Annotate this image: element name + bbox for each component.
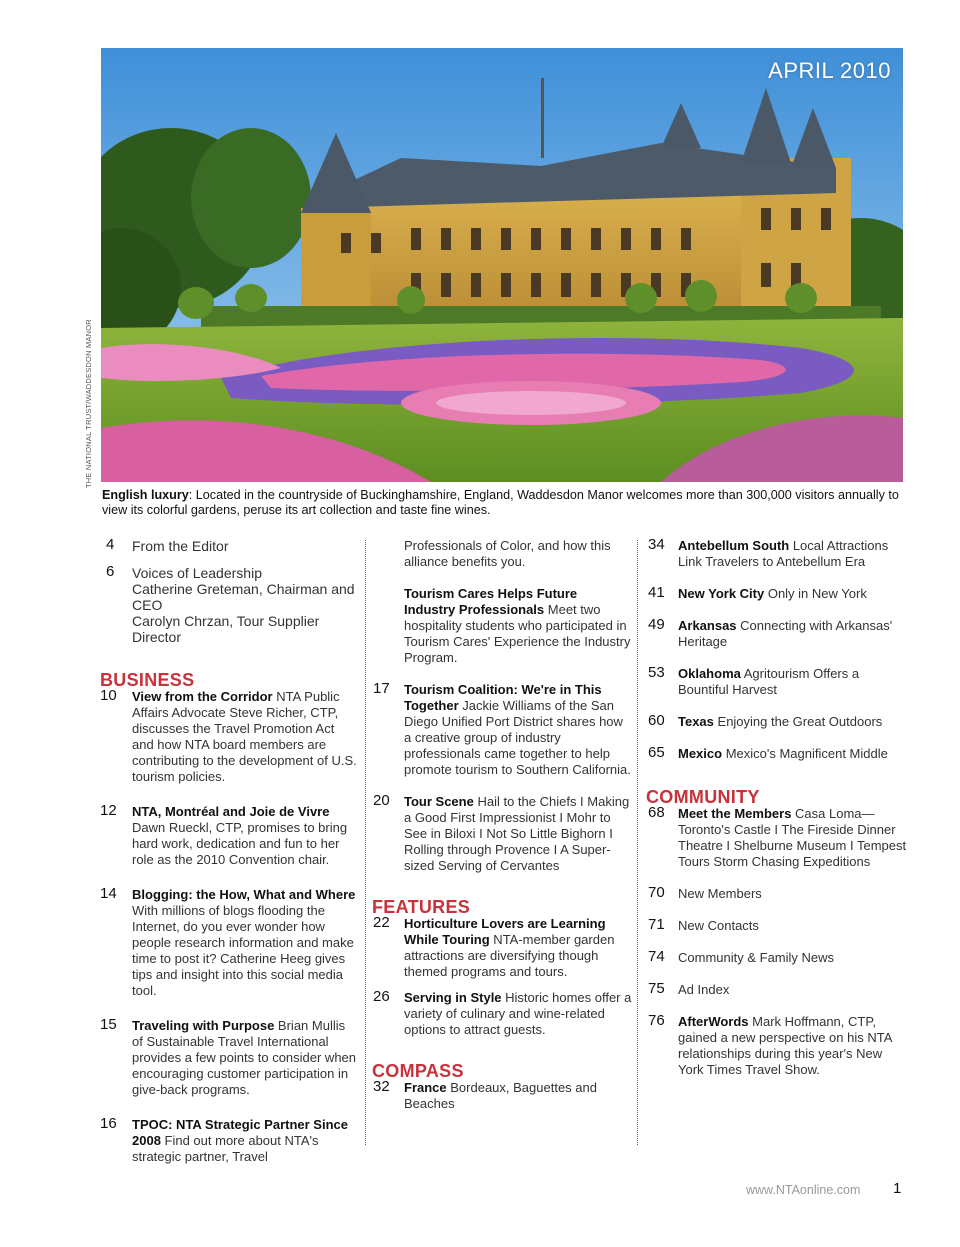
page-number: 26 (373, 988, 390, 1005)
toc-entry[interactable] (372, 1080, 632, 1112)
toc-entry[interactable] (372, 586, 632, 666)
entry-desc: NTA Public Affairs Advocate Steve Richer, CTP, discusses the Travel Promotion Act and how NTA board members are contributing to the development of U.S. tourism policies. (132, 689, 357, 784)
entry-desc: Find out more about NTA's strategic partner, Travel (132, 1133, 319, 1164)
toc-entry[interactable] (646, 586, 910, 602)
entry-desc: Connecting with Arkansas' Heritage (678, 618, 893, 649)
entry-desc: With millions of blogs flooding the Internet, do you ever wonder how people research information and make time to post it? Catherine Heeg gives tips and insight into this social media tool. (132, 903, 354, 998)
section-heading-community: COMMUNITY (646, 787, 760, 807)
toc-entry[interactable] (646, 618, 910, 650)
entry-line: Carolyn Chrzan, Tour Supplier Director (132, 613, 320, 645)
toc-entry[interactable] (372, 916, 632, 980)
entry-title: AfterWords (678, 1014, 749, 1029)
photo-credit: THE NATIONAL TRUST/WADDESDON MANOR (84, 319, 93, 488)
toc-entry[interactable] (646, 886, 910, 902)
section-heading-business: BUSINESS (100, 670, 195, 690)
page-number: 71 (648, 916, 665, 933)
entry-title: Traveling with Purpose (132, 1018, 275, 1033)
toc-entry[interactable] (100, 1018, 358, 1098)
entry-desc: Agritourism Offers a Bountiful Harvest (678, 666, 860, 697)
page-number: 60 (648, 712, 665, 729)
entry-desc: Only in New York (764, 586, 867, 601)
toc-entry[interactable] (646, 746, 910, 762)
entry-title: Serving in Style (404, 990, 502, 1005)
page-number: 65 (648, 744, 665, 761)
toc-entry[interactable] (372, 990, 632, 1038)
toc-entry[interactable] (100, 887, 358, 999)
page-number: 74 (648, 948, 665, 965)
toc-entry[interactable] (646, 666, 910, 698)
toc-entry[interactable] (372, 682, 632, 778)
page-number: 75 (648, 980, 665, 997)
toc-entry[interactable] (100, 804, 358, 868)
page-number: 41 (648, 584, 665, 601)
entry-title: From the Editor (132, 538, 229, 554)
entry-title: Tourism Coalition: We're in This Together (404, 682, 602, 713)
page-number: 76 (648, 1012, 665, 1029)
entry-desc: Hail to the Chiefs I Making a Good First Impressionist I Mohr to See in Biloxi I Not So Little Bighorn I Rolling through Provence I A Super-sized Serving of Cervantes (404, 794, 630, 873)
page-number: 17 (373, 680, 390, 697)
entry-desc: Jackie Williams of the San Diego Unified Port District shares how a creative group of industry professionals came together to help promote tourism to Southern California. (404, 698, 631, 777)
toc-entry-continued[interactable] (372, 538, 632, 570)
caption-text: : Located in the countryside of Buckinghamshire, England, Waddesdon Manor welcomes more than 300,000 visitors annually to view its colorful gardens, peruse its art collection and taste fine wines. (102, 488, 899, 517)
entry-desc: Mark Hoffmann, CTP, gained a new perspective on his NTA relationships during this year's New York Times Travel Show. (678, 1014, 892, 1077)
page-number: 53 (648, 664, 665, 681)
entry-desc: Casa Loma—Toronto's Castle I The Fireside Dinner Theatre I Shelburne Museum I Tempest Tours Storm Chasing Expeditions (678, 806, 907, 869)
footer-url[interactable]: www.NTAonline.com (746, 1183, 861, 1197)
toc-entry[interactable] (646, 950, 910, 966)
page-number: 68 (648, 804, 665, 821)
toc-entry[interactable] (100, 1117, 358, 1165)
entry-title: Blogging: the How, What and Where (132, 887, 356, 902)
entry-title: Arkansas (678, 618, 737, 633)
page-number: 15 (100, 1016, 117, 1033)
entry-title: France (404, 1080, 447, 1095)
issue-date: APRIL 2010 (768, 58, 891, 83)
entry-title: Meet the Members (678, 806, 792, 821)
entry-title: TPOC: NTA Strategic Partner Since 2008 (132, 1117, 348, 1148)
toc-entry[interactable] (646, 982, 910, 998)
page-number: 16 (100, 1115, 117, 1132)
page-number: 70 (648, 884, 665, 901)
entry-title: Tourism Cares Helps Future Industry Professionals (404, 586, 578, 617)
toc-entry[interactable] (646, 714, 910, 730)
page-number: 12 (100, 802, 117, 819)
page-number: 20 (373, 792, 390, 809)
page-number: 32 (373, 1078, 390, 1095)
entry-title: Mexico (678, 746, 723, 761)
toc-entry[interactable] (100, 689, 358, 785)
entry-title: New Contacts (678, 918, 759, 933)
entry-title: Oklahoma (678, 666, 741, 681)
section-heading-features: FEATURES (372, 897, 471, 917)
entry-title: Horticulture Lovers are Learning While Touring (404, 916, 606, 947)
entry-title: Ad Index (678, 982, 730, 997)
entry-desc: NTA-member garden attractions are diversifying though themed programs and tours. (404, 932, 615, 979)
entry-title: Tour Scene (404, 794, 474, 809)
entry-title: New Members (678, 886, 762, 901)
entry-title: Texas (678, 714, 714, 729)
toc-entry[interactable] (646, 538, 910, 570)
entry-desc: Mexico's Magnificent Middle (722, 746, 888, 761)
page-number: 34 (648, 536, 665, 553)
entry-title: View from the Corridor (132, 689, 273, 704)
entry-title: New York City (678, 586, 765, 601)
entry-desc: Dawn Rueckl, CTP, promises to bring hard work, dedication and fun to her role as the 2010 Convention chair. (132, 820, 348, 867)
toc-column-2 (372, 538, 632, 1112)
toc-entry[interactable] (372, 794, 632, 874)
page-number: 10 (100, 687, 117, 704)
entry-desc: Enjoying the Great Outdoors (713, 714, 883, 729)
entry-title: Voices of Leadership (132, 565, 262, 581)
footer-page-number: 1 (893, 1180, 902, 1197)
column-divider (365, 540, 366, 1145)
caption-lead: English luxury (102, 488, 189, 502)
entry-desc: Brian Mullis of Sustainable Travel International provides a few points to consider when encouraging customer participation in give-back programs. (132, 1018, 357, 1097)
toc-entry[interactable] (100, 538, 358, 555)
toc-entry[interactable] (646, 1014, 910, 1078)
entry-desc: Bordeaux, Baguettes and Beaches (404, 1080, 597, 1111)
page-number: 4 (106, 536, 115, 553)
page-number: 6 (106, 563, 115, 580)
entry-desc: Local Attractions Link Travelers to Antebellum Era (678, 538, 889, 569)
section-heading-compass: COMPASS (372, 1061, 464, 1081)
entry-desc: Meet two hospitality students who participated in Tourism Cares' Experience the Industry Program. (404, 602, 631, 665)
entry-desc: Historic homes offer a variety of culinary and wine-related options to attract guests. (404, 990, 632, 1037)
toc-column-3 (646, 538, 910, 1078)
photo-caption (102, 488, 902, 518)
entry-title: NTA, Montréal and Joie de Vivre (132, 804, 330, 819)
page-number: 49 (648, 616, 665, 633)
hero-photo (101, 48, 903, 482)
entry-desc: Professionals of Color, and how this alliance benefits you. (404, 538, 611, 569)
toc-entry[interactable] (100, 565, 358, 645)
entry-title: Antebellum South (678, 538, 790, 553)
page-number: 14 (100, 885, 117, 902)
toc-column-1 (100, 538, 358, 1165)
toc-entry[interactable] (646, 806, 910, 870)
column-divider (637, 540, 638, 1145)
waddesdon-manor-illustration (101, 48, 903, 482)
entry-line: Catherine Greteman, Chairman and CEO (132, 581, 355, 613)
page-number: 22 (373, 914, 390, 931)
toc-entry[interactable] (646, 918, 910, 934)
entry-title: Community & Family News (678, 950, 835, 965)
